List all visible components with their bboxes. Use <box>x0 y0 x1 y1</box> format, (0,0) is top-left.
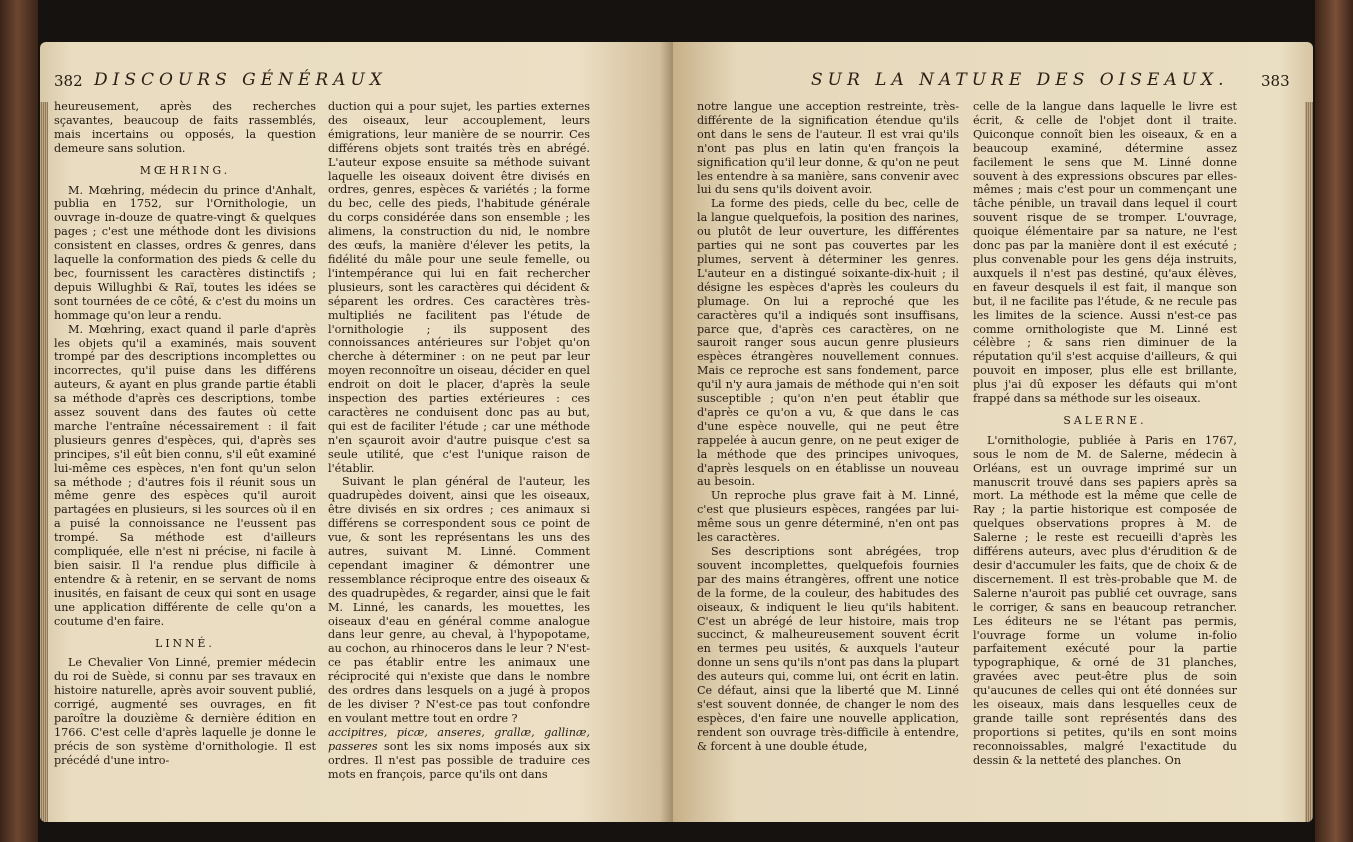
right-column-1 <box>697 100 959 754</box>
book-binding-left <box>0 0 38 842</box>
paragraph: M. Mœhring, médecin du prince d'Anhalt, publia en 1752, sur l'Ornithologie, un ouvrage in-douze de quatre-vingt & quelques pages ; c'est une méthode dont les divisions consistent en classes, ordres & genres, dans laquelle la conformation des pieds & celle du bec, fournissent les caractères distinctifs ; depuis Willughbi & Raï, toutes les idées se sont tournées de ce côté, & c'est du moins un hommage qu'on leur a rendu. <box>54 183 316 322</box>
paragraph: Suivant le plan général de l'auteur, les quadrupèdes doivent, ainsi que les oiseaux, être divisés en six ordres ; ces animaux si différens se correspondent sous ce point de vue, & sont les représentans les uns des autres, suivant M. Linné. Comment cependant imaginer & démontrer une ressemblance réciproque entre des oiseaux & des quadrupèdes, & regarder, ainsi que le fait M. Linné, les canards, les mouettes, les oiseaux d'eau en général comme analogue dans leur genre, au cheval, à l'hypopotame, au cochon, au rhinoceros dans le leur ? N'est-ce pas établir entre les animaux une réciprocité qui n'existe que dans le nombre des ordres dans lesquels on a jugé à propos de les diviser ? N'est-ce pas tout confondre en voulant mettre tout en ordre ? <box>328 475 590 725</box>
section-heading: LINNÉ. <box>155 636 215 650</box>
section-heading: SALERNE. <box>1063 413 1147 427</box>
paragraph: heureusement, après des recherches sçavantes, beaucoup de faits rassemblés, mais incertains ou opposés, la question demeure sans solution. <box>54 100 316 155</box>
paragraph: celle de la langue dans laquelle le livre est écrit, & celle de l'objet dont il traite. Quiconque connoît bien les oiseaux, & en a beaucoup examiné, détermine assez facilement le sens que M. Linné donne souvent à des expressions obscures par elles-mêmes ; mais c'est pour un commençant une tâche pénible, un travail dans lequel il court souvent risque de se tromper. L'ouvrage, quoique élémentaire par sa nature, ne l'est donc pas par la manière dont il est exécuté ; plus convenable pour les gens déja instruits, auxquels il n'est pas destiné, qu'aux élèves, en faveur desquels il est fait, il manque son but, il ne facilite pas l'étude, & ne recule pas les limites de la science. Aussi n'est-ce pas comme ornithologiste que M. Linné est célèbre ; & sans rien diminuer de la réputation qu'il s'est acquise d'ailleurs, & qui pouvoit en imposer, plus elle est brillante, plus j'ai dû exposer les défauts qui m'ont frappé dans sa méthode sur les oiseaux. <box>973 100 1237 406</box>
running-head: SUR LA NATURE DES OISEAUX. <box>811 70 1229 90</box>
paragraph: M. Mœhring, exact quand il parle d'après les objets qu'il a examinés, mais souvent trompé par des descriptions incomplettes ou incorrectes, qu'il puise dans les différens auteurs, & ayant en plus grande partie établi sa méthode d'après ces descriptions, tombe assez souvent dans des fautes où cette marche l'entraîne nécessairement : il fait plusieurs genres d'espèces, qui, d'après ses principes, s'il eût bien connu, s'il eût examiné lui-même ces espèces, n'en font qu'un selon sa méthode ; d'autres fois il réunit sous un même genre des espèces qu'il auroit partagées en plusieurs, si les sources où il en a puisé la connoissance ne l'eussent pas trompé. Sa méthode est d'ailleurs compliquée, elle n'est ni précise, ni facile à bien saisir. Il l'a rendue plus difficile à entendre & à retenir, en se servant de noms inusités, en faisant de ceux qui sont en usage une application différente de celle qu'on a coutume d'en faire. <box>54 322 316 628</box>
left-column-2 <box>328 100 590 781</box>
left-column-1 <box>54 100 316 768</box>
book-binding-right <box>1315 0 1353 842</box>
right-column-2 <box>973 100 1237 768</box>
latin-order-names: accipitres, picæ, anseres, grallæ, gallinæ, passeres <box>328 725 590 753</box>
left-page <box>40 42 673 822</box>
section-heading: MŒHRING. <box>139 163 231 177</box>
page-edges-left <box>40 102 48 822</box>
page-number: 382 <box>54 72 83 90</box>
page-number: 383 <box>1261 72 1290 90</box>
paragraph: Ses descriptions sont abrégées, trop souvent incomplettes, quelquefois fournies par des mains étrangères, offrent une notice de la forme, de la couleur, des habitudes des oiseaux, & indiquent le lieu qu'ils habitent. C'est un abrégé de leur histoire, mais trop succinct, & malheureusement souvent écrit en termes peu usités, & auxquels l'auteur donne un sens qu'ils n'ont pas dans la plupart des auteurs qui, comme lui, ont écrit en latin. Ce défaut, ainsi que la liberté que M. Linné s'est souvent donnée, de changer le nom des espèces, d'en faire une nouvelle application, rendent son ouvrage très-difficile à entendre, & forcent à une double étude, <box>697 545 959 753</box>
running-head: DISCOURS GÉNÉRAUX <box>94 70 387 90</box>
paragraph: Le Chevalier Von Linné, premier médecin du roi de Suède, si connu par ses travaux en histoire naturelle, après avoir souvent publié, corrigé, augmenté ses ouvrages, en fit paroître la douzième & dernière édition en 1766. C'est celle d'après laquelle je donne le précis de son système d'ornithologie. Il est précédé d'une intro- <box>54 656 316 767</box>
paragraph <box>328 726 590 782</box>
paragraph: L'ornithologie, publiée à Paris en 1767, sous le nom de M. de Salerne, médecin à Orléans, est un ouvrage imprimé sur un manuscrit trouvé dans ses papiers après sa mort. La méthode est la même que celle de Ray ; la partie historique est composée de quelques observations propres à M. de Salerne ; le reste est recueilli d'après les différens auteurs, avec plus d'érudition & de desir d'accumuler les faits, que de choix & de discernement. Il est très-probable que M. de Salerne n'auroit pas publié cet ouvrage, sans le corriger, & sans en beaucoup retrancher. Les éditeurs ne se l'étant pas permis, l'ouvrage forme un volume in-folio parfaitement exécuté pour la partie typographique, & orné de 31 planches, gravées avec peut-être plus de soin qu'aucunes de celles qui ont été données sur les oiseaux, mais dans lesquelles ceux de grande taille sont représentés dans des proportions si petites, qu'ils en sont moins reconnoissables, malgré l'exactitude du dessin & la netteté des planches. On <box>973 433 1237 767</box>
paragraph-text: sont les six noms imposés aux six ordres. Il n'est pas possible de traduire ces mots en françois, parce qu'ils ont dans <box>328 739 591 781</box>
paragraph: La forme des pieds, celle du bec, celle de la langue quelquefois, la position des narines, ou plutôt de leur ouverture, les différentes parties qui ne sont pas couvertes par les plumes, servent à déterminer les genres. L'auteur en a distingué soixante-dix-huit ; il désigne les espèces d'après les couleurs du plumage. On lui a reproché que les caractères qu'il a indiqués sont insuffisans, parce que, d'après ces caractères, on ne sauroit ranger sous aucun genre plusieurs espèces étrangères nouvellement connues. Mais ce reproche est sans fondement, parce qu'il n'y aura jamais de méthode qui n'en soit susceptible ; qu'on n'en peut établir que d'après ce qu'on a vu, & que dans le cas d'une espèce nouvelle, qui ne peut être rappelée à aucun genre, on ne peut exiger de la méthode que des principes univoques, d'après lesquels on en établisse un nouveau au besoin. <box>697 197 959 489</box>
paragraph: Un reproche plus grave fait à M. Linné, c'est que plusieurs espèces, rangées par lui-même sous un genre déterminé, n'en ont pas les caractères. <box>697 489 959 545</box>
paragraph: notre langue une acception restreinte, très-différente de la signification étendue qu'ils ont dans le sens de l'auteur. Il est vrai qu'ils n'ont pas plus en latin qu'en françois la signification qu'il leur donne, & qu'on ne peut les entendre à sa manière, sans convenir avec lui du sens qu'ils doivent avoir. <box>697 100 959 197</box>
page-edges-right <box>1305 102 1313 822</box>
paragraph: duction qui a pour sujet, les parties externes des oiseaux, leur accouplement, leurs émigrations, leur manière de se nourrir. Ces différens objets sont traités très en abrégé. L'auteur expose ensuite sa méthode suivant laquelle les oiseaux doivent être divisés en ordres, genres, espèces & variétés ; la forme du bec, celle des pieds, l'habitude générale du corps considérée dans son ensemble ; les alimens, la construction du nid, le nombre des œufs, la manière d'élever les petits, la fidélité du mâle pour une seule femelle, ou l'intempérance qui lui en fait rechercher plusieurs, sont les caractères qui décident & séparent les ordres. Ces caractères très-multipliés ne facilitent pas l'étude de l'ornithologie ; ils supposent des connoissances antérieures sur l'objet qu'on cherche à déterminer : on ne peut par leur moyen reconnoître un oiseau, décider en quel endroit on doit le placer, d'après la seule inspection des parties extérieures : ces caractères ne conduisent donc pas au but, qui est de faciliter l'étude ; car une méthode n'en sçauroit avoir d'autre puisque c'est sa seule utilité, que c'est l'unique raison de l'établir. <box>328 100 590 475</box>
right-page <box>673 42 1313 822</box>
